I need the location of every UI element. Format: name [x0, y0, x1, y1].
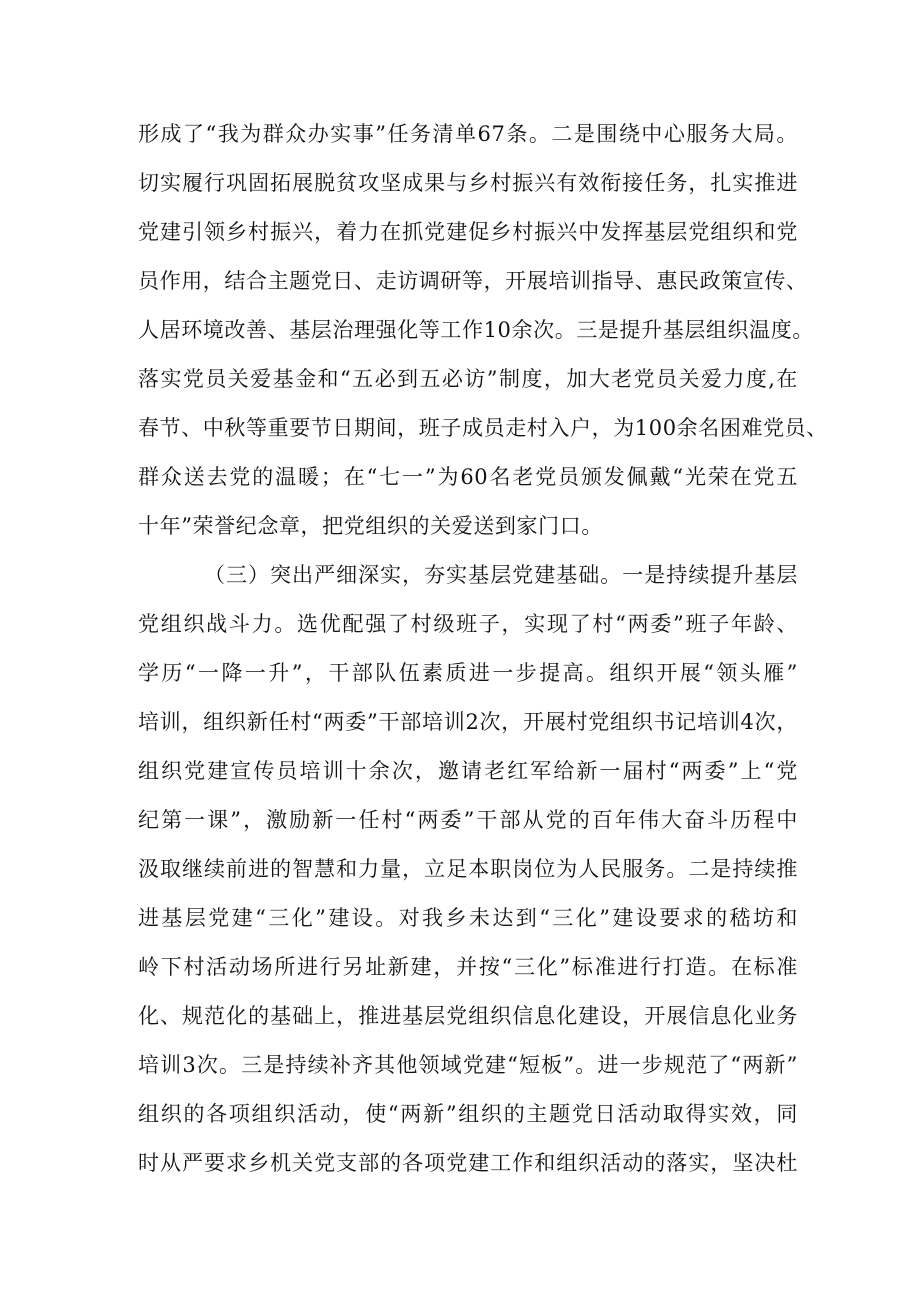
text-line: 进基层党建“三化”建设。对我乡未达到“三化”建设要求的嵇坊和: [138, 906, 798, 930]
text-line: 党建引领乡村振兴，着力在抓党建促乡村振兴中发挥基层党组织和党: [138, 220, 798, 244]
text-line: 员作用，结合主题党日、走访调研等，开展培训指导、惠民政策宣传、: [138, 269, 808, 293]
text-line: 十年”荣誉纪念章，把党组织的关爱送到家门口。: [138, 514, 603, 538]
text-line: 形成了“我为群众办实事”任务清单67条。二是围绕中心服务大局。: [138, 122, 798, 146]
text-line: 岭下村活动场所进行另址新建，并按“三化”标准进行打造。在标准: [138, 955, 798, 979]
text-line: 组织党建宣传员培训十余次，邀请老红军给新一届村“两委”上“党: [138, 759, 798, 783]
text-line: 学历“一降一升”，干部队伍素质进一步提高。组织开展“领头雁”: [138, 661, 798, 685]
text-line: 群众送去党的温暖；在“七一”为60名老党员颁发佩戴“光荣在党五: [138, 465, 798, 489]
text-line: 培训，组织新任村“两委”干部培训2次，开展村党组织书记培训4次，: [138, 710, 798, 734]
section-heading-line: （三）突出严细深实，夯实基层党建基础。一是持续提升基层: [204, 563, 798, 587]
text-line: 党组织战斗力。选优配强了村级班子，实现了村“两委”班子年龄、: [138, 612, 798, 636]
document-body: [138, 110, 828, 1188]
text-line: 组织的各项组织活动，使“两新”组织的主题党日活动取得实效，同: [138, 1102, 798, 1126]
text-line: 落实党员关爱基金和“五必到五必访”制度，加大老党员关爱力度,在: [138, 367, 798, 391]
text-line: 切实履行巩固拓展脱贫攻坚成果与乡村振兴有效衔接任务，扎实推进: [138, 171, 798, 195]
text-line: 化、规范化的基础上，推进基层党组织信息化建设，开展信息化业务: [138, 1004, 798, 1028]
text-line: 时从严要求乡机关党支部的各项党建工作和组织活动的落实，坚决杜: [138, 1151, 798, 1175]
text-line: 汲取继续前进的智慧和力量，立足本职岗位为人民服务。二是持续推: [138, 857, 798, 881]
text-line: 培训3次。三是持续补齐其他领域党建“短板”。进一步规范了“两新”: [138, 1053, 798, 1077]
text-line: 春节、中秋等重要节日期间，班子成员走村入户，为100余名困难党员、: [138, 416, 828, 440]
text-line: 纪第一课”，激励新一任村“两委”干部从党的百年伟大奋斗历程中: [138, 808, 798, 832]
text-line: 人居环境改善、基层治理强化等工作10余次。三是提升基层组织温度。: [138, 318, 814, 342]
